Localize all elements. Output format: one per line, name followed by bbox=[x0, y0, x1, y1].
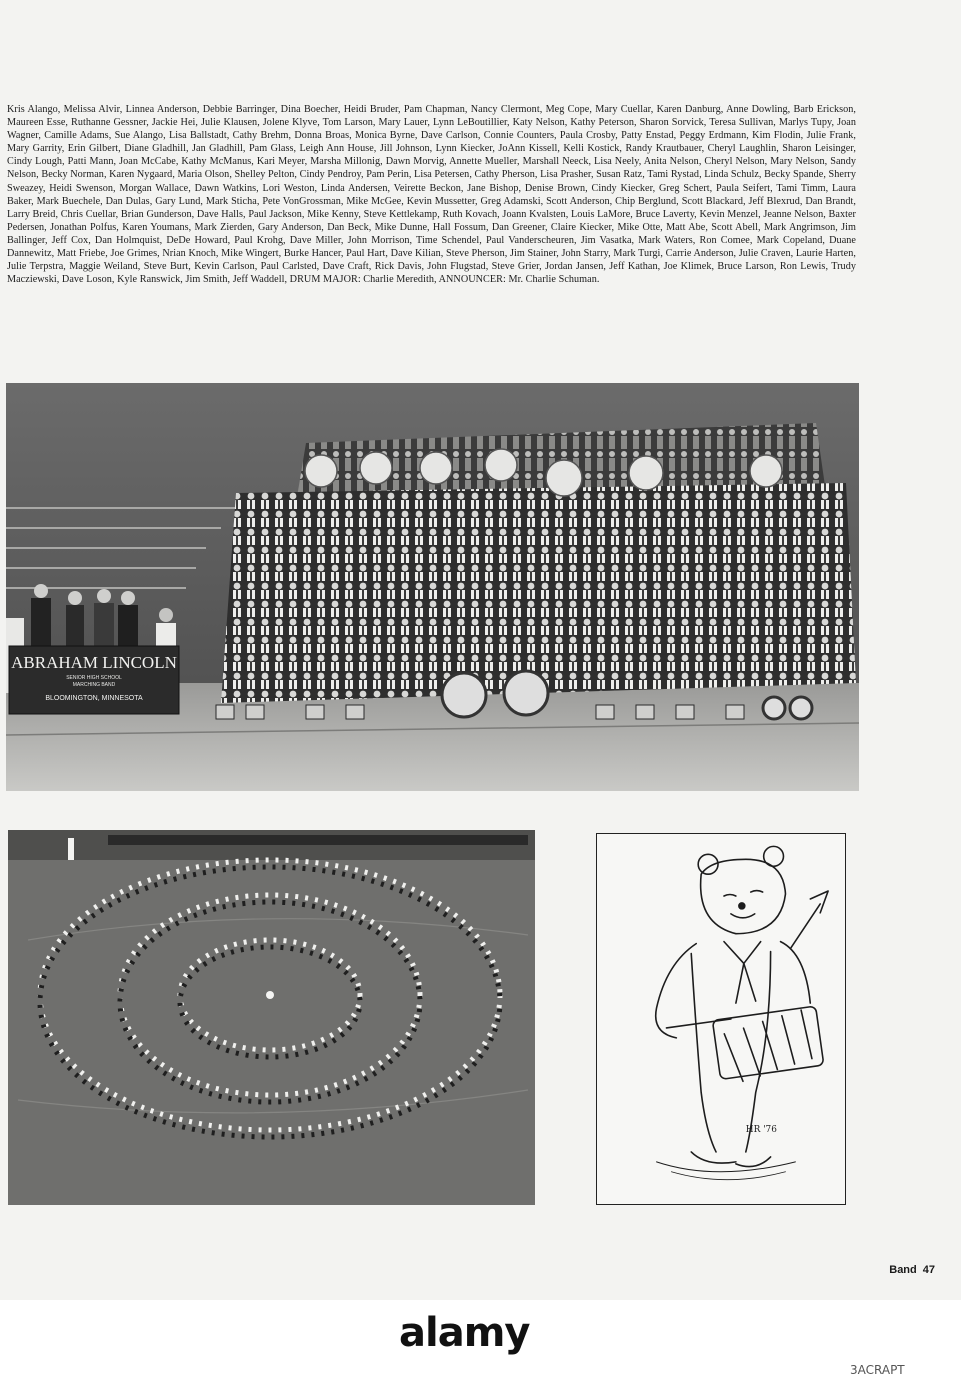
field-formation-photo-art bbox=[8, 830, 535, 1205]
watermark-image-id: 3ACRAPT bbox=[850, 1363, 905, 1377]
band-group-photo-art bbox=[6, 383, 859, 791]
artist-signature: HR '76 bbox=[745, 1125, 777, 1136]
page-number: 47 bbox=[922, 1264, 935, 1276]
bear-drummer-illustration bbox=[597, 834, 845, 1204]
banner-title: ABRAHAM LINCOLN bbox=[11, 653, 177, 672]
bear-drummer-drawing bbox=[596, 833, 846, 1205]
banner-line-3: MARCHING BAND bbox=[72, 682, 116, 688]
band-group-photo bbox=[6, 383, 859, 791]
banner-line-4: BLOOMINGTON, MINNESOTA bbox=[45, 695, 143, 702]
banner-line-2: SENIOR HIGH SCHOOL bbox=[66, 675, 122, 681]
school-banner bbox=[9, 646, 179, 714]
section-name: Band bbox=[889, 1264, 917, 1276]
page-folio bbox=[883, 1264, 935, 1276]
watermark-logo: alamy bbox=[399, 1310, 530, 1356]
field-formation-photo bbox=[8, 830, 535, 1205]
band-roster-text: Kris Alango, Melissa Alvir, Linnea Anderson, Debbie Barringer, Dina Boecher, Heidi Bruder, Pam Chapman, Nancy Clermont, Meg Cope, Mary Cuellar, Karen Danburg, Anne Dowling, Barb Erickson, Maureen Esse, Ruthanne Gessner, Jackie Hei, Julie Klausen, Jolene Klyve, Tom Larson, Mary Lauer, Lynn LeBoutillier, Katy Nelson, Kathy Peterson, Sharon Sorvick, Teresa Sullivan, Marlys Tupy, Joan Wagner, Camille Adams, Sue Alango, Lisa Ballstadt, Cathy Brehm, Donna Broas, Monica Byrne, Dave Carlson, Connie Counters, Paula Crosby, Patty Enstad, Peggy Erdmann, Kim Flodin, Julie Frank, Mary Garrity, Erin Gilbert, Diane Gladhill, Jan Gladhill, Pam Glass, Leigh Ann House, Jill Johnson, Lynn Kiecker, JoAnn Kissell, Kelli Kostick, Randy Krautbauer, Cheryl Laughlin, Sharon Leisinger, Cindy Lough, Patti Mann, Joan McCabe, Kathy McManus, Kari Meyer, Marsha Millonig, Dawn Morvig, Annette Mueller, Marshall Neeck, Lisa Neely, Anita Nelson, Cheryl Nelson, Mary Nelson, Sandy Nelson, Becky Norman, Karen Nygaard, Maria Olson, Shelley Pelton, Cindy Pendroy, Pam Perin, Lisa Petersen, Cathy Pherson, Lisa Prasher, Susan Ratz, Tami Rystad, Linda Schulz, Becky Spande, Sherry Sweazey, Heidi Swenson, Morgan Wallace, Dawn Watkins, Lori Weston, Linda Andersen, Veirette Beckon, Jane Bishop, Denise Brown, Cindy Kiecker, Greg Schert, Paula Seifert, Tami Timm, Laura Baker, Mark Buechele, Dan Dulas, Gary Lund, Mark Sticha, Pete VonGrossman, Mike McGee, Kevin Mussetter, Greg Adamski, Scott Anderson, Chip Berglund, Scott Blackard, Jeff Blexrud, Dan Brandt, Larry Breid, Chris Cuellar, Brian Gunderson, Dave Halls, Paul Jackson, Mike Kenny, Steve Kettlekamp, Ruth Kovach, Joann Kvalsten, Louis LaMore, Bruce Laverty, Kevin Menzel, Jeanne Nelson, Baxter Pedersen, Jonathan Polfus, Karen Youmans, Mark Zierden, Gary Anderson, Dan Beck, Mike Dunne, Hall Fossum, Dan Greener, Claire Kiecker, Mike Otte, Matt Abe, Scott Abell, Mark Angrimson, Jim Ballinger, Jeff Cox, Dan Holmquist, DeDe Howard, Paul Krohg, Dave Miller, John Morrison, Time Schendel, Paul Vanderscheuren, Jim Vasatka, Mark Waters, Ron Comee, Mark Copeland, Duane Dannewitz, Matt Friebe, Joe Grimes, Nrian Knoch, Mike Wingert, Burke Hancer, Paul Hart, Dave Kilian, Steve Pherson, Jim Stainer, John Starry, Mark Turgi, Carrie Anderson, Julie Craven, Laurie Harten, Julie Terpstra, Maggie Weiland, Steve Burt, Kevin Carlson, Paul Carlsted, Dave Craft, Rick Davis, John Flugstad, Steve Grier, Jordan Jansen, Jeff Kathan, Joe Klimek, Bruce Larson, Ron Lewis, Trudy Macziewski, Dave Loson, Kyle Ranswick, Jim Smith, Jeff Waddell, DRUM MAJOR: Charlie Meredith, ANNOUNCER: Mr. Charlie Schuman. bbox=[7, 104, 856, 286]
